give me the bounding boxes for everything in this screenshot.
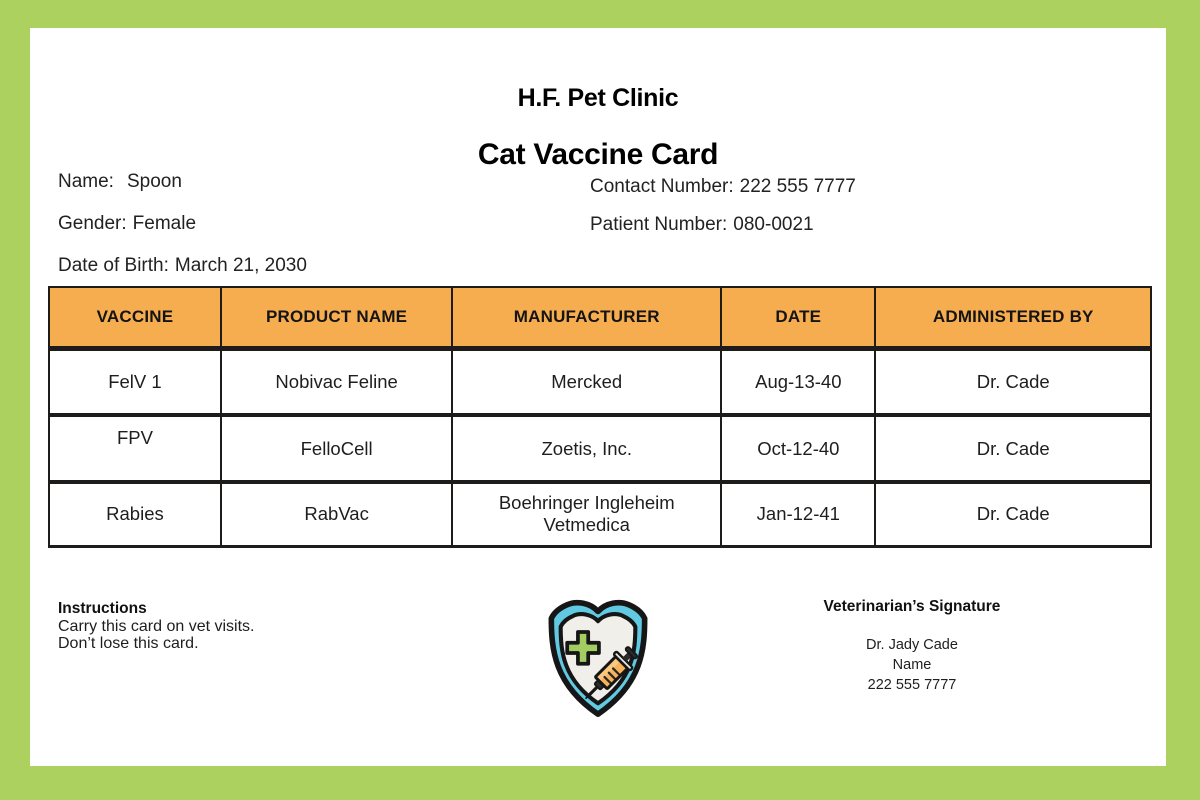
table-cell: Boehringer Ingleheim Vetmedica (452, 482, 721, 546)
contact-number-field (590, 176, 856, 198)
header-cell: PRODUCT NAME (221, 287, 452, 348)
table-cell: FPV (49, 415, 221, 482)
table-row (49, 482, 1151, 546)
instructions-line: Don’t lose this card. (58, 635, 199, 652)
table-cell: Rabies (49, 482, 221, 546)
patient-dob-value: March 21, 2030 (174, 255, 307, 276)
patient-gender-value: Female (132, 213, 197, 234)
patient-name-field (58, 171, 182, 193)
patient-gender-field (58, 213, 196, 235)
patient-name-value: Spoon (126, 171, 182, 192)
patient-number-label: Patient Number: (590, 214, 728, 235)
patient-number-value: 080-0021 (733, 214, 814, 235)
patient-dob-label: Date of Birth: (58, 255, 169, 276)
signature-phone: 222 555 7777 (867, 677, 957, 693)
table-cell: Aug-13-40 (721, 348, 875, 415)
table-cell: Zoetis, Inc. (452, 415, 721, 482)
header-cell: VACCINE (49, 287, 221, 348)
clinic-name: H.F. Pet Clinic (517, 84, 679, 112)
shield-vaccine-icon (542, 598, 654, 722)
patient-number-field (590, 214, 814, 236)
signature-title: Veterinarian’s Signature (823, 598, 1001, 615)
table-cell: Dr. Cade (875, 482, 1151, 546)
table-cell: Jan-12-41 (721, 482, 875, 546)
header-cell: DATE (721, 287, 875, 348)
table-cell: RabVac (221, 482, 452, 546)
patient-gender-label: Gender: (58, 213, 127, 234)
instructions-block (58, 600, 255, 652)
instructions-line: Carry this card on vet visits. (58, 618, 255, 635)
patient-dob-field (58, 255, 307, 277)
table-row (49, 348, 1151, 415)
table-row (49, 415, 1151, 482)
table-cell: Dr. Cade (875, 348, 1151, 415)
instructions-title: Instructions (58, 600, 147, 617)
signature-block (762, 598, 1062, 695)
table-cell: Nobivac Feline (221, 348, 452, 415)
patient-name-label: Name: (58, 171, 114, 192)
table-cell: Dr. Cade (875, 415, 1151, 482)
contact-number-value: 222 555 7777 (739, 176, 856, 197)
table-cell: Mercked (452, 348, 721, 415)
table-header-row (49, 287, 1151, 348)
table-cell: FelloCell (221, 415, 452, 482)
page-title: Cat Vaccine Card (477, 138, 719, 171)
vaccine-table (48, 286, 1152, 548)
signature-name: Dr. Jady Cade (866, 637, 958, 653)
table-cell: FelV 1 (49, 348, 221, 415)
vaccine-card (30, 28, 1166, 766)
header-cell: ADMINISTERED BY (875, 287, 1151, 348)
contact-number-label: Contact Number: (590, 176, 734, 197)
table-cell: Oct-12-40 (721, 415, 875, 482)
signature-name-caption: Name (892, 657, 932, 673)
header-cell: MANUFACTURER (452, 287, 721, 348)
